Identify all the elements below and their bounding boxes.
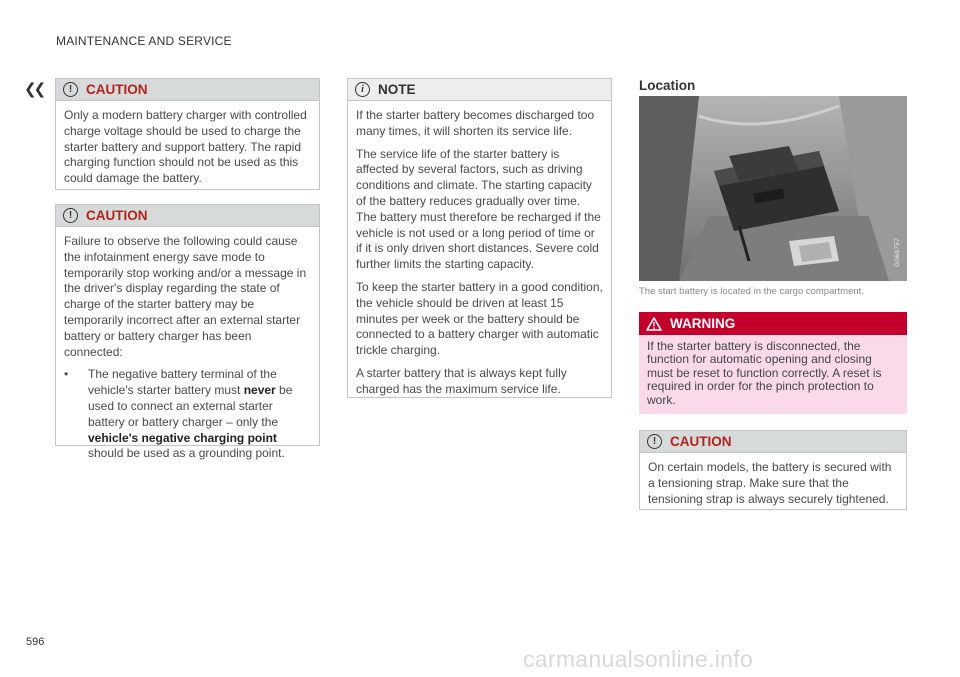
info-circle-icon: i xyxy=(355,82,370,97)
note-text: If the starter battery becomes discharged too many times, it will shorten its service life. xyxy=(356,108,595,138)
caution-box-energy-save xyxy=(55,204,320,461)
caution-text: Only a modern battery charger with controlled charge voltage should be used to charge the starter battery and support battery. The rapid charging function should not be used as this could damage the battery. xyxy=(64,108,307,186)
caution-header xyxy=(640,431,906,453)
caution-box-strap xyxy=(639,430,907,510)
caution-header xyxy=(56,205,319,227)
note-title: NOTE xyxy=(378,82,416,97)
caution-title: CAUTION xyxy=(86,82,148,97)
caution-text: Failure to observe the following could cause the infotainment energy save mode to temporarily stop working and/or a message in the driver's display regarding the state of charge of the starter battery may be temporarily incorrect after an external starter battery or battery charger has been connected: xyxy=(64,234,307,359)
caution-title: CAUTION xyxy=(670,434,732,449)
warning-header xyxy=(639,312,907,335)
image-reference: G069757 xyxy=(894,238,901,267)
watermark: carmanualsonline.info xyxy=(523,646,754,672)
note-text: The service life of the starter battery is affected by several factors, such as driving conditions and climate. The starting capacity of the battery reduces gradually over time. The battery must therefore be recharged if the vehicle is not used or a long period of time or if it is only driven short distances. Severe cold further limits the starting capacity. xyxy=(356,146,601,272)
caution-text: On certain models, the battery is secured with a tensioning strap. Make sure that the tensioning strap is always securely tightened. xyxy=(648,460,892,506)
note-box xyxy=(347,78,612,398)
page-number: 596 xyxy=(26,636,45,648)
note-header xyxy=(348,79,611,101)
section-title-location: Location xyxy=(639,78,696,93)
warning-box xyxy=(639,312,907,414)
exclamation-circle-icon: ! xyxy=(63,208,78,223)
bullet-dot: • xyxy=(64,367,69,382)
caution-header xyxy=(56,79,319,101)
bullet-text: The negative battery terminal of the vehicle's starter battery must never be used to connect an external starter battery or battery charger – only the vehicle's negative charging point should be used as a grounding point. xyxy=(88,367,293,461)
warning-text: If the starter battery is disconnected, the function for automatic opening and closing must be reset to function correctly. A reset is required in order for the pinch protection to work. xyxy=(647,339,882,407)
note-text: To keep the starter battery in a good condition, the vehicle should be driven at least 15 minutes per week or the battery should be connected to a battery charger with automatic trickle charging. xyxy=(356,279,603,358)
exclamation-circle-icon: ! xyxy=(647,434,662,449)
warning-title: WARNING xyxy=(670,316,736,331)
caution-title: CAUTION xyxy=(86,208,148,223)
battery-location-photo xyxy=(639,96,907,281)
cargo-compartment-illustration xyxy=(639,96,907,281)
list-item xyxy=(64,367,311,462)
page-header: MAINTENANCE AND SERVICE xyxy=(56,34,232,48)
double-chevron-left-icon[interactable]: ❮❮ xyxy=(24,81,44,98)
photo-caption: The start battery is located in the cargo compartment. xyxy=(639,286,864,297)
exclamation-circle-icon: ! xyxy=(63,82,78,97)
caution-box-charger xyxy=(55,78,320,190)
warning-triangle-icon xyxy=(646,317,662,331)
note-text: A starter battery that is always kept fully charged has the maximum service life. xyxy=(356,365,567,396)
